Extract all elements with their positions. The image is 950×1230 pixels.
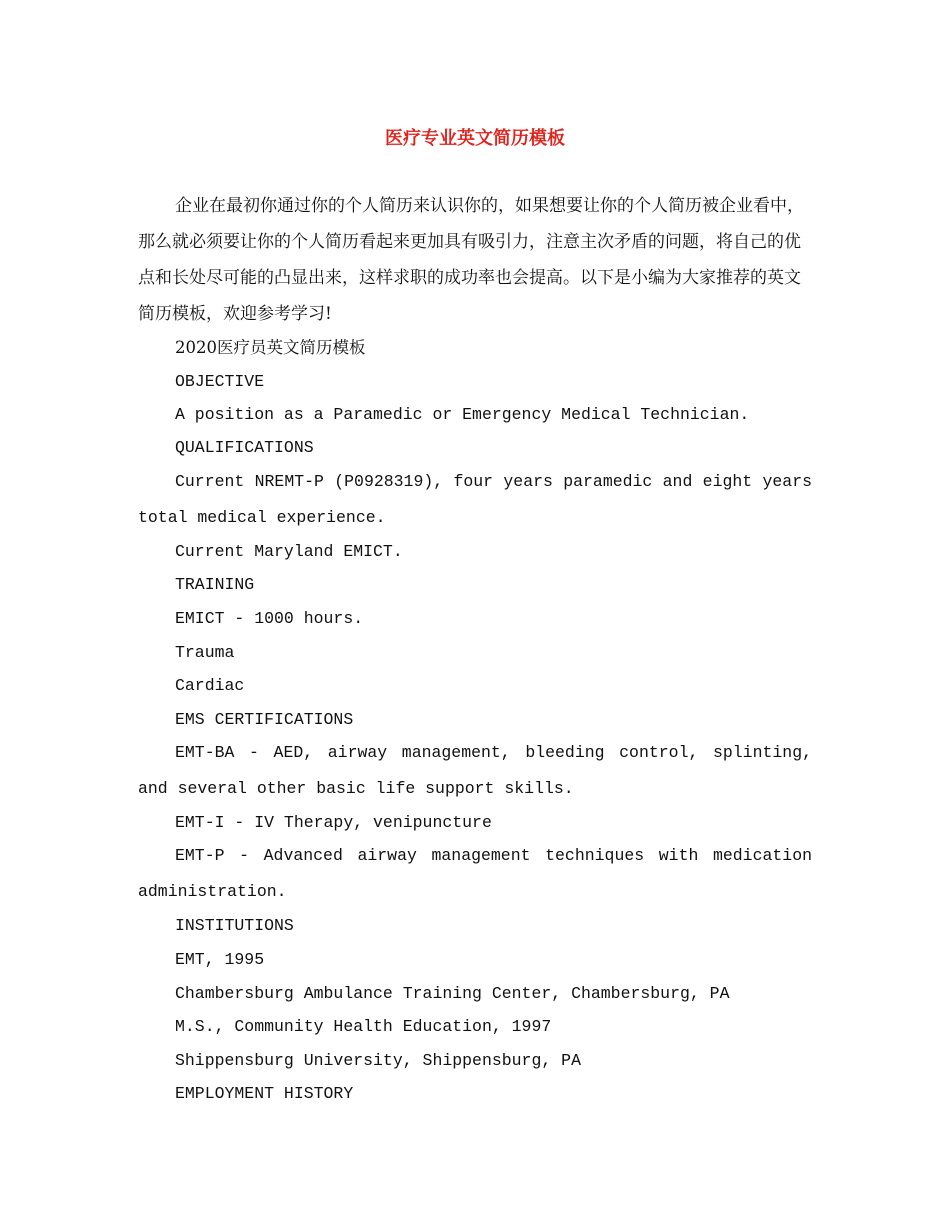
training-item: EMICT - 1000 hours.	[175, 609, 364, 628]
objective-text: A position as a Paramedic or Emergency Medical Technician.	[175, 405, 750, 424]
institution-item: Chambersburg Ambulance Training Center, Chambersburg, PA	[175, 984, 730, 1003]
ems-certifications-heading: EMS CERTIFICATIONS	[175, 710, 354, 729]
qualifications-heading: QUALIFICATIONS	[175, 438, 314, 457]
resume-subtitle: 2020医疗员英文简历模板	[175, 338, 366, 357]
ems-certification-item: EMT-P - Advanced airway management techniques with medication administration.	[138, 846, 812, 901]
ems-certification-item: EMT-BA - AED, airway management, bleeding control, splinting, and several other basic life support skills.	[138, 743, 812, 798]
institution-item: M.S., Community Health Education, 1997	[175, 1017, 552, 1036]
training-item: Trauma	[175, 643, 235, 662]
ems-certification-item: EMT-I - IV Therapy, venipuncture	[175, 813, 492, 832]
document-title: 医疗专业英文简历模板	[385, 128, 565, 149]
employment-history-heading: EMPLOYMENT HISTORY	[175, 1084, 354, 1103]
training-item: Cardiac	[175, 676, 245, 695]
qualification-item: Current NREMT-P (P0928319), four years paramedic and eight years total medical experience.	[138, 472, 812, 527]
institutions-heading: INSTITUTIONS	[175, 916, 294, 935]
institution-item: EMT, 1995	[175, 950, 265, 969]
qualification-item: Current Maryland EMICT.	[175, 542, 403, 561]
intro-paragraph: 企业在最初你通过你的个人简历来认识你的，如果想要让你的个人简历被企业看中，那么就必须要让你的个人简历看起来更加具有吸引力，注意主次矛盾的问题，将自己的优点和长处尽可能的凸显出来，这样求职的成功率也会提高。以下是小编为大家推荐的英文简历模板，欢迎参考学习!	[138, 196, 804, 324]
institution-item: Shippensburg University, Shippensburg, PA	[175, 1051, 581, 1070]
objective-heading: OBJECTIVE	[175, 372, 265, 391]
training-heading: TRAINING	[175, 575, 255, 594]
